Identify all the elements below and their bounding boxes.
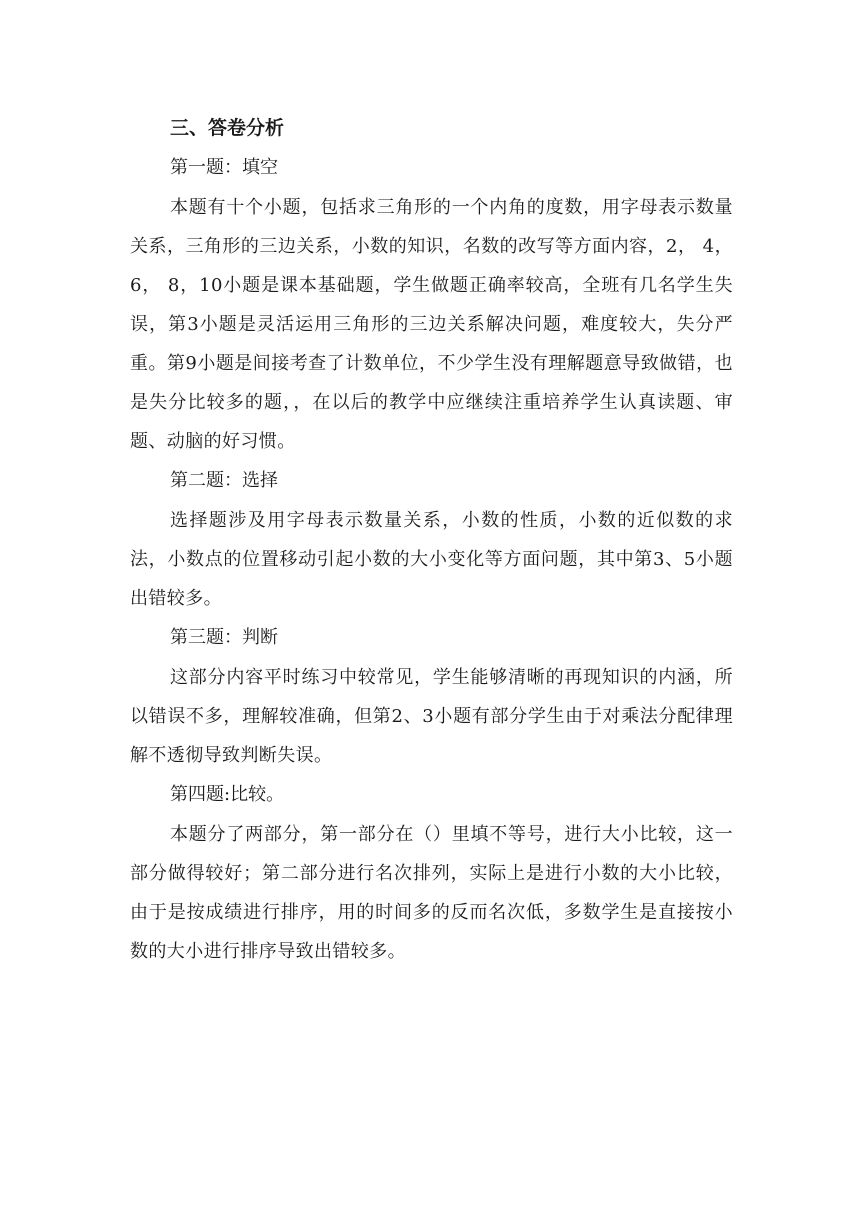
- paragraph-choice: 选择题涉及用字母表示数量关系，小数的性质，小数的近似数的求法，小数点的位置移动引起小数的大小变化等方面问题，其中第3、5小题出错较多。: [130, 510, 733, 609]
- paragraph-fill-in: 本题有十个小题，包括求三角形的一个内角的度数，用字母表示数量关系，三角形的三边关系，小数的知识，名数的改写等方面内容，2， 4， 6， 8，10小题是课本基础题，学生做题正确率较高，全班有几名学生失误，第3小题是灵活运用三角形的三边关系解决问题，难度较大，失分严重。第9小题是间接考查了计数单位，不少学生没有理解题意导致做错，也是失分比较多的题，，在以后的教学中应继续注重培养学生认真读题、审题、动脑的好习惯。: [130, 197, 733, 452]
- paragraph-comparison: 本题分了两部分，第一部分在（）里填不等号，进行大小比较，这一部分做得较好；第二部分进行名次排列，实际上是进行小数的大小比较，由于是按成绩进行排序，用的时间多的反而名次低，多数学生是直接按小数的大小进行排序导致出错较多。: [130, 824, 733, 962]
- subheading-comparison: 第四题:比较。: [170, 784, 285, 805]
- document-content: [130, 109, 733, 971]
- section-title: 三、答卷分析: [170, 117, 285, 139]
- subheading-choice: 第二题：选择: [170, 470, 278, 491]
- subheading-fill-in: 第一题：填空: [170, 157, 278, 178]
- subheading-judgment: 第三题：判断: [170, 627, 278, 648]
- paragraph-judgment: 这部分内容平时练习中较常见，学生能够清晰的再现知识的内涵，所以错误不多，理解较准确，但第2、3小题有部分学生由于对乘法分配律理解不透彻导致判断失误。: [130, 667, 733, 766]
